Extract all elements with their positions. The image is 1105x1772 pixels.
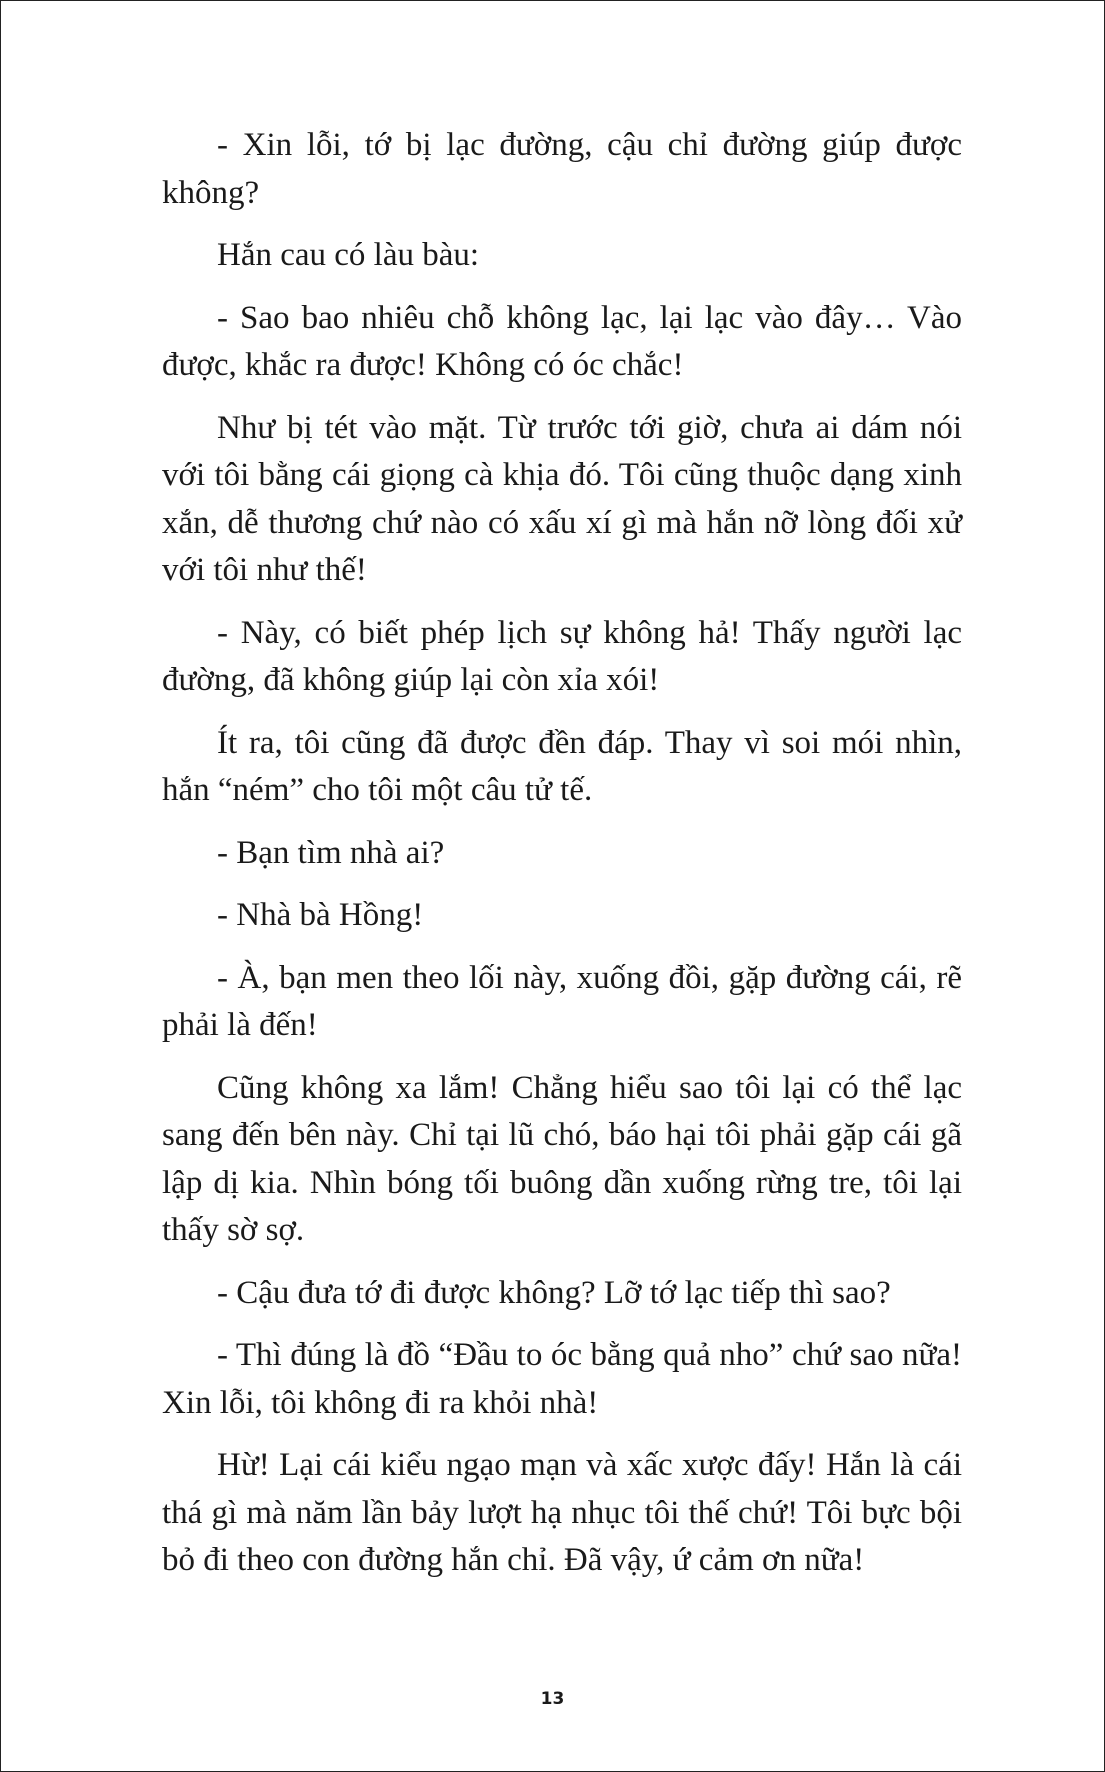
- paragraph-11: - Cậu đưa tớ đi được không? Lỡ tớ lạc tiếp thì sao?: [217, 1274, 891, 1311]
- paragraph-3: - Sao bao nhiêu chỗ không lạc, lại lạc vào đây… Vào được, khắc ra được! Không có óc chắc!: [162, 299, 962, 383]
- page-number: 13: [540, 1689, 565, 1709]
- paragraph-12: - Thì đúng là đồ “Đầu to óc bằng quả nho” chứ sao nữa! Xin lỗi, tôi không đi ra khỏi nhà!: [162, 1337, 962, 1421]
- paragraph-6: Ít ra, tôi cũng đã được đền đáp. Thay vì soi mói nhìn, hắn “ném” cho tôi một câu tử tế.: [162, 724, 962, 808]
- page-text: [162, 122, 962, 1600]
- paragraph-8: - Nhà bà Hồng!: [217, 897, 424, 933]
- paragraph-1: - Xin lỗi, tớ bị lạc đường, cậu chỉ đường giúp được không?: [162, 127, 962, 211]
- paragraph-4: Như bị tét vào mặt. Từ trước tới giờ, chưa ai dám nói với tôi bằng cái giọng cà khịa đó. Tôi cũng thuộc dạng xinh xắn, dễ thương chứ nào có xấu xí gì mà hắn nỡ lòng đối xử với tôi như thế!: [162, 409, 962, 588]
- paragraph-10: Cũng không xa lắm! Chẳng hiểu sao tôi lại có thể lạc sang đến bên này. Chỉ tại lũ chó, báo hại tôi phải gặp cái gã lập dị kia. Nhìn bóng tối buông dần xuống rừng tre, tôi lại thấy sờ sợ.: [162, 1069, 962, 1248]
- paragraph-13: Hừ! Lại cái kiểu ngạo mạn và xấc xược đấy! Hắn là cái thá gì mà năm lần bảy lượt hạ nhục tôi thế chứ! Tôi bực bội bỏ đi theo con đường hắn chỉ. Đã vậy, ứ cảm ơn nữa!: [162, 1447, 962, 1578]
- paragraph-5: - Này, có biết phép lịch sự không hả! Thấy người lạc đường, đã không giúp lại còn xỉa xói!: [162, 614, 962, 698]
- paragraph-2: Hắn cau có làu bàu:: [217, 237, 480, 273]
- paragraph-9: - À, bạn men theo lối này, xuống đồi, gặp đường cái, rẽ phải là đến!: [162, 959, 962, 1043]
- paragraph-7: - Bạn tìm nhà ai?: [217, 834, 445, 871]
